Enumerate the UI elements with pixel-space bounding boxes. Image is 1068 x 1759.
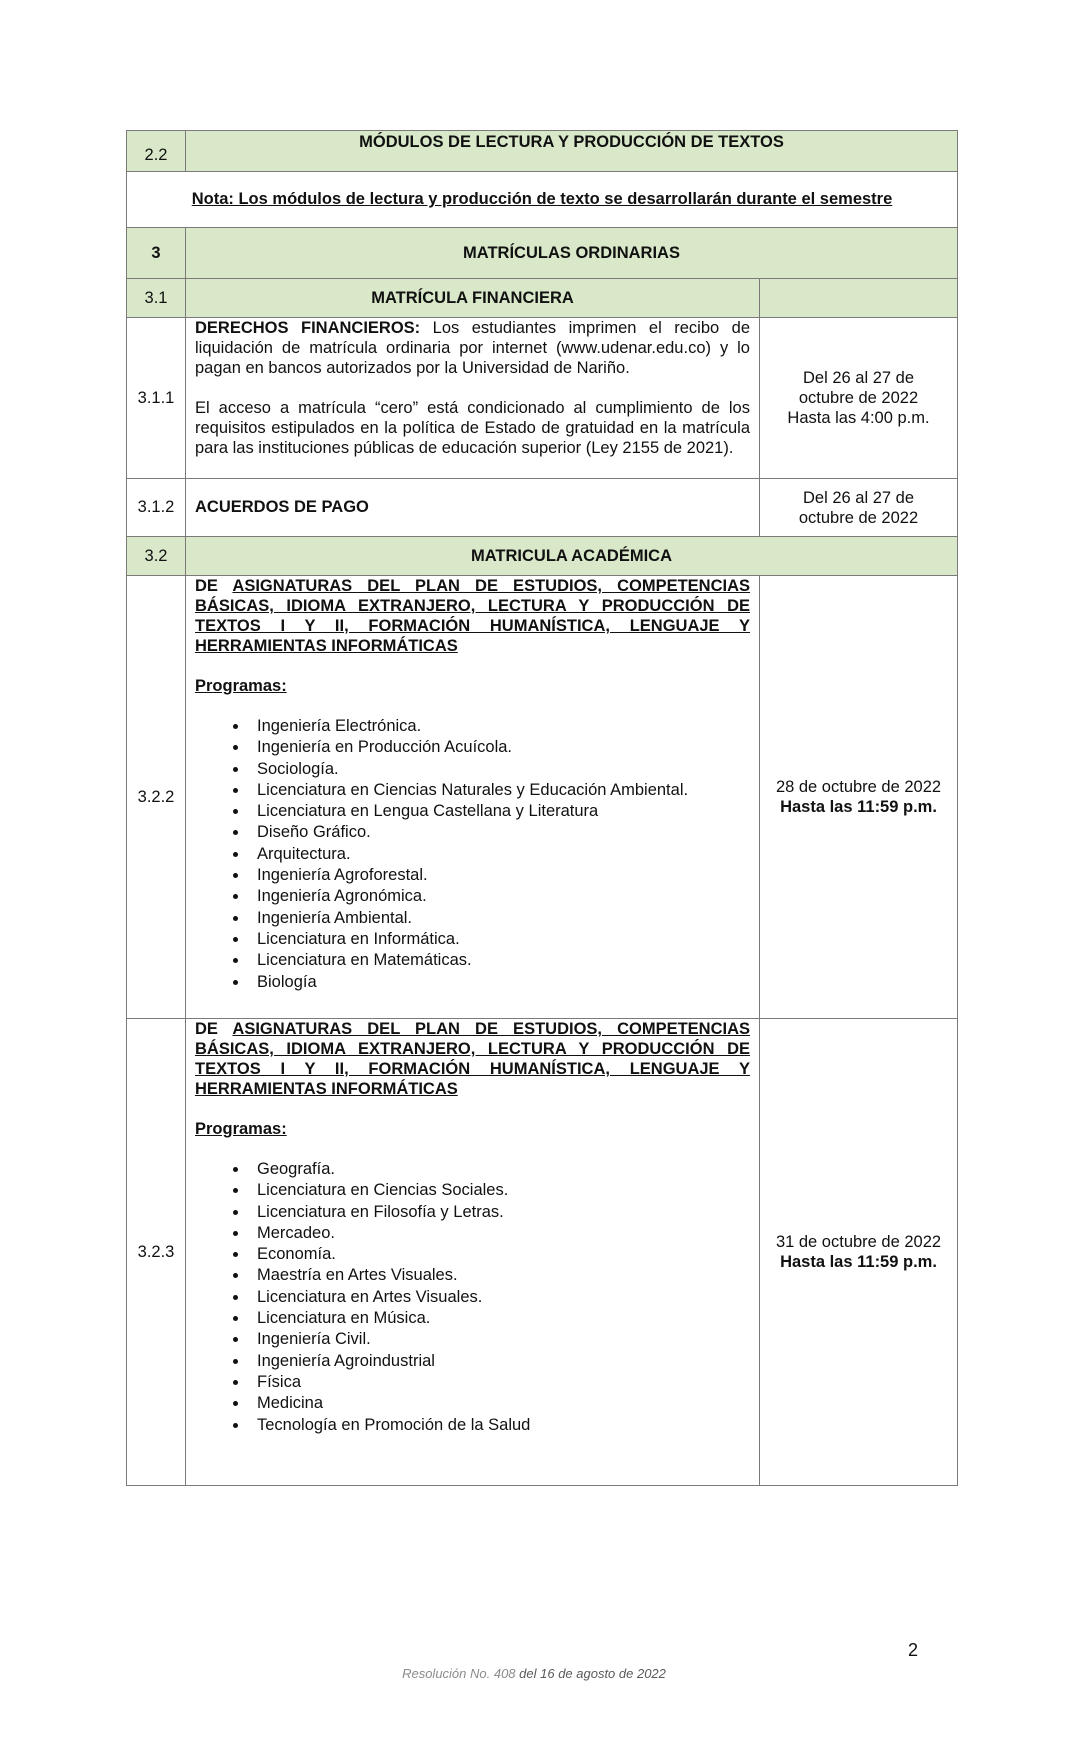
row-3-2-2	[127, 576, 958, 1019]
row-number: 3.2	[127, 537, 186, 576]
program-item: • Sociología.	[249, 759, 750, 780]
programs-list	[195, 1159, 750, 1436]
page-number: 2	[908, 1640, 919, 1660]
program-item: • Licenciatura en Ciencias Naturales y Educación Ambiental.	[249, 780, 750, 801]
item-heading: DERECHOS FINANCIEROS:	[195, 319, 421, 337]
program-item: • Ingeniería Agroforestal.	[249, 865, 750, 886]
row-2-2	[127, 131, 958, 172]
program-item: • Física	[249, 1372, 750, 1393]
program-item: • Ingeniería en Producción Acuícola.	[249, 737, 750, 758]
row-number: 3.1.2	[127, 479, 186, 537]
row-number: 3.2.2	[127, 576, 186, 1019]
program-item: • Biología	[249, 972, 750, 993]
program-item: • Ingeniería Agronómica.	[249, 886, 750, 907]
program-item: • Geografía.	[249, 1159, 750, 1180]
subjects-title: ASIGNATURAS DEL PLAN DE ESTUDIOS, COMPETENCIAS BÁSICAS, IDIOMA EXTRANJERO, LECTURA Y PRODUCCIÓN DE TEXTOS I Y II, FORMACIÓN HUMANÍSTICA, LENGUAJE Y HERRAMIENTAS INFORMÁTICAS	[195, 1020, 750, 1098]
program-item: • Ingeniería Electrónica.	[249, 716, 750, 737]
row-number: 3.1	[127, 279, 186, 318]
program-item: • Licenciatura en Ciencias Sociales.	[249, 1180, 750, 1201]
program-item: • Licenciatura en Artes Visuales.	[249, 1287, 750, 1308]
program-item: • Maestría en Artes Visuales.	[249, 1265, 750, 1286]
section-title: MATRÍCULA FINANCIERA	[186, 279, 760, 318]
row-number: 3.1.1	[127, 318, 186, 479]
row-3-1	[127, 279, 958, 318]
row-number: 2.2	[127, 131, 186, 172]
calendar-table	[126, 130, 958, 1486]
row-nota	[127, 172, 958, 228]
row-3-2-3	[127, 1019, 958, 1486]
program-item: • Licenciatura en Música.	[249, 1308, 750, 1329]
program-item: • Economía.	[249, 1244, 750, 1265]
date-cell: 28 de octubre de 2022 Hasta las 11:59 p.m.	[760, 576, 958, 1019]
row-3	[127, 228, 958, 279]
item-text: Los estudiantes imprimen el recibo de liquidación de matrícula ordinaria por internet (www.udenar.edu.co) y lo pagan en bancos autorizados por la Universidad de Nariño.	[195, 319, 751, 377]
date-cell: 31 de octubre de 2022 Hasta las 11:59 p.m.	[760, 1019, 958, 1486]
row-3-1-2	[127, 479, 958, 537]
date-cell: Del 26 al 27 de octubre de 2022	[760, 479, 958, 537]
section-title: MÓDULOS DE LECTURA Y PRODUCCIÓN DE TEXTOS	[186, 131, 958, 172]
program-item: • Licenciatura en Informática.	[249, 929, 750, 950]
item-heading: ACUERDOS DE PAGO	[186, 479, 760, 537]
row-3-1-1	[127, 318, 958, 479]
subjects-cell: DE ASIGNATURAS DEL PLAN DE ESTUDIOS, COMPETENCIAS BÁSICAS, IDIOMA EXTRANJERO, LECTURA Y PRODUCCIÓN DE TEXTOS I Y II, FORMACIÓN HUMANÍSTICA, LENGUAJE Y HERRAMIENTAS INFORMÁTICAS Programas: • Ingeniería Electrónica. • Ingeniería en Producción Acuícola. • Sociología. • Licenciatura en Ciencias Naturales y Educación Ambiental. • Licenciatura en Lengua Castellana y Literatura • Diseño Gráfico. • Arquitectura. • Ingeniería Agroforestal. • Ingeniería Agronómica. • Ingeniería Ambiental. • Licenciatura en Informática. • Licenciatura en Matemáticas. • Biología	[186, 576, 760, 1019]
program-item: • Ingeniería Agroindustrial	[249, 1351, 750, 1372]
program-item: • Tecnología en Promoción de la Salud	[249, 1415, 750, 1436]
program-item: • Arquitectura.	[249, 844, 750, 865]
programs-label: Programas:	[195, 677, 287, 695]
footer-resolution: Resolución No. 408 del 16 de agosto de 2022	[402, 1666, 666, 1681]
programs-list	[195, 716, 750, 993]
program-item: • Licenciatura en Lengua Castellana y Literatura	[249, 801, 750, 822]
program-item: • Ingeniería Civil.	[249, 1329, 750, 1350]
subjects-title: ASIGNATURAS DEL PLAN DE ESTUDIOS, COMPETENCIAS BÁSICAS, IDIOMA EXTRANJERO, LECTURA Y PRODUCCIÓN DE TEXTOS I Y II, FORMACIÓN HUMANÍSTICA, LENGUAJE Y HERRAMIENTAS INFORMÁTICAS	[195, 577, 750, 655]
program-item: • Ingeniería Ambiental.	[249, 908, 750, 929]
program-item: • Mercadeo.	[249, 1223, 750, 1244]
program-item: • Licenciatura en Matemáticas.	[249, 950, 750, 971]
date-cell: Del 26 al 27 de octubre de 2022 Hasta las 4:00 p.m.	[760, 318, 958, 479]
row-number: 3.2.3	[127, 1019, 186, 1486]
item-text: El acceso a matrícula “cero” está condicionado al cumplimiento de los requisitos estipulados en la política de Estado de gratuidad en la matrícula para las instituciones públicas de educación superior (Ley 2155 de 2021).	[195, 399, 750, 457]
row-3-2	[127, 537, 958, 576]
section-title: MATRÍCULAS ORDINARIAS	[186, 228, 958, 279]
financial-rights-cell	[186, 318, 760, 479]
programs-label: Programas:	[195, 1120, 287, 1138]
program-item: • Diseño Gráfico.	[249, 822, 750, 843]
program-item: • Medicina	[249, 1393, 750, 1414]
section-title: MATRICULA ACADÉMICA	[186, 537, 958, 576]
row-number: 3	[127, 228, 186, 279]
program-item: • Licenciatura en Filosofía y Letras.	[249, 1202, 750, 1223]
note-text: Nota: Los módulos de lectura y producción de texto se desarrollarán durante el semestre	[191, 190, 893, 208]
subjects-cell: DE ASIGNATURAS DEL PLAN DE ESTUDIOS, COMPETENCIAS BÁSICAS, IDIOMA EXTRANJERO, LECTURA Y PRODUCCIÓN DE TEXTOS I Y II, FORMACIÓN HUMANÍSTICA, LENGUAJE Y HERRAMIENTAS INFORMÁTICAS Programas: • Geografía. • Licenciatura en Ciencias Sociales. • Licenciatura en Filosofía y Letras. • Mercadeo. • Economía. • Maestría en Artes Visuales. • Licenciatura en Artes Visuales. • Licenciatura en Música. • Ingeniería Civil. • Ingeniería Agroindustrial • Física • Medicina • Tecnología en Promoción de la Salud	[186, 1019, 760, 1486]
